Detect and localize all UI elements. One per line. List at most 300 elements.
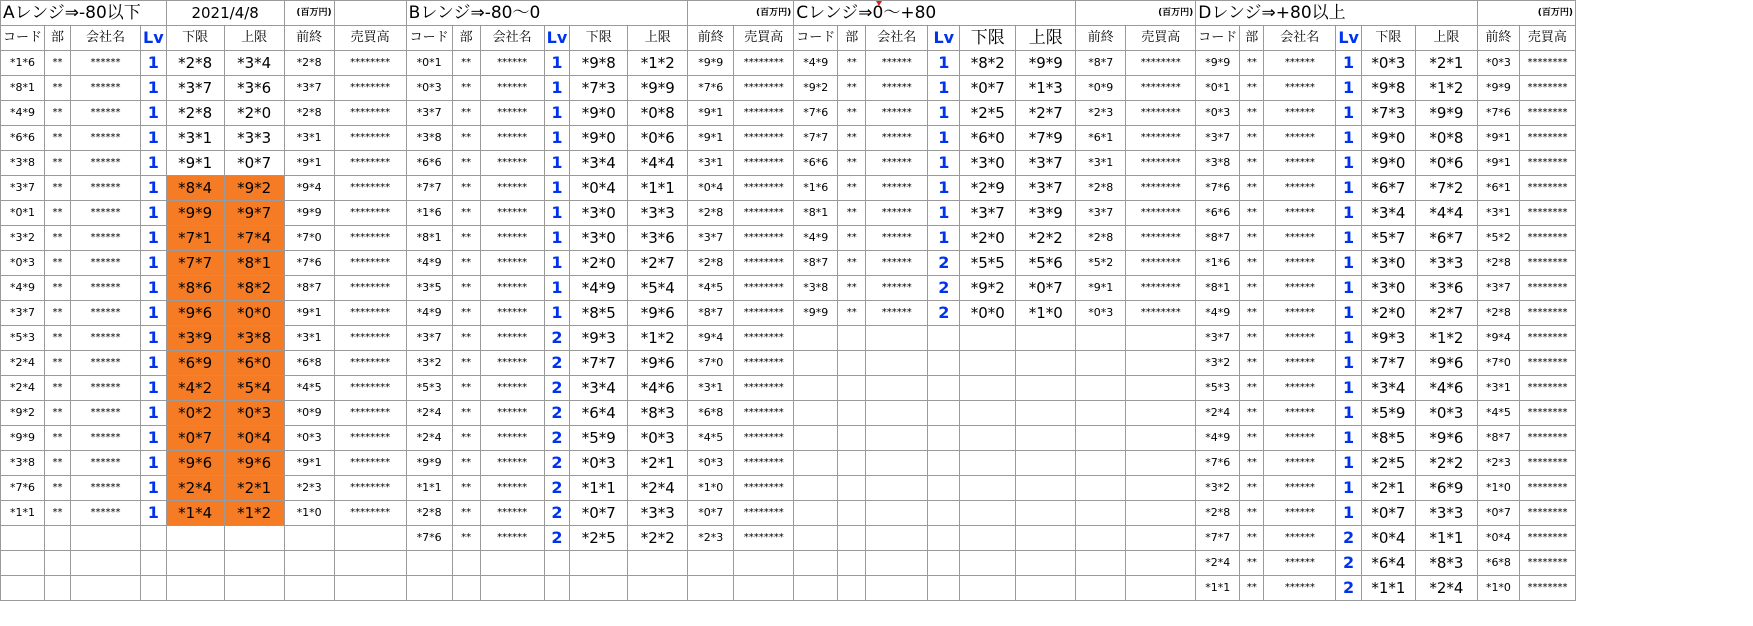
cell-lv[interactable]: 2 (1336, 526, 1362, 551)
cell-code[interactable]: *4*9 (406, 301, 452, 326)
cell-prev[interactable]: *3*1 (1477, 376, 1519, 401)
empty-cell[interactable] (960, 451, 1016, 476)
cell-volume[interactable]: ******** (334, 326, 406, 351)
cell-upper[interactable]: *1*1 (1415, 526, 1477, 551)
empty-cell[interactable] (838, 401, 866, 426)
cell-lower[interactable]: *2*0 (570, 251, 628, 276)
cell-lower[interactable]: *2*1 (1361, 476, 1415, 501)
cell-prev[interactable]: *7*6 (1477, 101, 1519, 126)
cell-lower[interactable]: *8*2 (960, 51, 1016, 76)
cell-company[interactable]: ****** (480, 126, 544, 151)
cell-lv[interactable]: 1 (1336, 251, 1362, 276)
cell-lv[interactable]: 1 (141, 451, 167, 476)
cell-code[interactable]: *9*9 (794, 301, 838, 326)
cell-code[interactable]: *9*2 (1, 401, 45, 426)
cell-prev[interactable]: *6*8 (284, 351, 334, 376)
cell-prev[interactable]: *3*1 (688, 151, 734, 176)
cell-prev[interactable]: *9*1 (688, 101, 734, 126)
empty-cell[interactable] (1016, 401, 1076, 426)
empty-cell[interactable] (928, 501, 960, 526)
cell-prev[interactable]: *4*5 (688, 426, 734, 451)
cell-dept[interactable]: ** (452, 501, 480, 526)
cell-lv[interactable]: 1 (1336, 226, 1362, 251)
cell-prev[interactable]: *9*9 (284, 201, 334, 226)
empty-cell[interactable] (334, 576, 406, 601)
empty-cell[interactable] (794, 451, 838, 476)
cell-lower[interactable]: *8*6 (166, 276, 224, 301)
cell-lv[interactable]: 1 (141, 126, 167, 151)
cell-prev[interactable]: *9*4 (688, 326, 734, 351)
cell-lv[interactable]: 1 (928, 126, 960, 151)
cell-upper[interactable]: *1*3 (1016, 76, 1076, 101)
cell-company[interactable]: ****** (480, 101, 544, 126)
cell-company[interactable]: ****** (71, 451, 141, 476)
cell-lv[interactable]: 1 (141, 426, 167, 451)
empty-cell[interactable] (166, 526, 224, 551)
cell-volume[interactable]: ******** (334, 251, 406, 276)
empty-cell[interactable] (866, 551, 928, 576)
cell-upper[interactable]: *6*0 (224, 351, 284, 376)
empty-cell[interactable] (1016, 526, 1076, 551)
cell-volume[interactable]: ******** (1126, 76, 1196, 101)
cell-lv[interactable]: 2 (544, 501, 570, 526)
empty-cell[interactable] (452, 576, 480, 601)
cell-company[interactable]: ****** (71, 251, 141, 276)
cell-upper[interactable]: *8*3 (1415, 551, 1477, 576)
cell-company[interactable]: ****** (71, 276, 141, 301)
empty-cell[interactable] (928, 326, 960, 351)
cell-lower[interactable]: *6*7 (1361, 176, 1415, 201)
cell-volume[interactable]: ******** (334, 201, 406, 226)
cell-company[interactable]: ****** (866, 251, 928, 276)
empty-cell[interactable] (1016, 351, 1076, 376)
cell-upper[interactable]: *2*0 (224, 101, 284, 126)
cell-code[interactable]: *2*4 (1, 376, 45, 401)
cell-volume[interactable]: ******** (1126, 201, 1196, 226)
cell-code[interactable]: *2*4 (406, 426, 452, 451)
cell-upper[interactable]: *2*1 (628, 451, 688, 476)
cell-lv[interactable]: 1 (1336, 501, 1362, 526)
cell-dept[interactable]: ** (452, 301, 480, 326)
cell-dept[interactable]: ** (1240, 351, 1264, 376)
cell-upper[interactable]: *4*6 (628, 376, 688, 401)
empty-cell[interactable] (1076, 551, 1126, 576)
cell-lower[interactable]: *6*9 (166, 351, 224, 376)
cell-dept[interactable]: ** (1240, 126, 1264, 151)
cell-code[interactable]: *0*3 (406, 76, 452, 101)
cell-code[interactable]: *4*9 (406, 251, 452, 276)
cell-volume[interactable]: ******** (1519, 76, 1575, 101)
cell-code[interactable]: *0*1 (1196, 76, 1240, 101)
cell-dept[interactable]: ** (838, 151, 866, 176)
cell-volume[interactable]: ******** (734, 101, 794, 126)
cell-company[interactable]: ****** (480, 526, 544, 551)
cell-volume[interactable]: ******** (334, 351, 406, 376)
cell-upper[interactable]: *6*7 (1415, 226, 1477, 251)
cell-dept[interactable]: ** (45, 201, 71, 226)
empty-cell[interactable] (928, 551, 960, 576)
cell-company[interactable]: ****** (1264, 501, 1336, 526)
cell-lower[interactable]: *5*9 (1361, 401, 1415, 426)
cell-code[interactable]: *7*6 (1, 476, 45, 501)
cell-volume[interactable]: ******** (734, 326, 794, 351)
empty-cell[interactable] (1016, 451, 1076, 476)
cell-company[interactable]: ****** (71, 201, 141, 226)
cell-code[interactable]: *0*3 (1196, 101, 1240, 126)
empty-cell[interactable] (928, 451, 960, 476)
cell-dept[interactable]: ** (1240, 376, 1264, 401)
cell-volume[interactable]: ******** (334, 101, 406, 126)
cell-lv[interactable]: 1 (141, 151, 167, 176)
cell-upper[interactable]: *9*6 (1415, 351, 1477, 376)
cell-lv[interactable]: 1 (544, 201, 570, 226)
cell-lv[interactable]: 2 (1336, 576, 1362, 601)
cell-company[interactable]: ****** (480, 501, 544, 526)
empty-cell[interactable] (866, 576, 928, 601)
cell-upper[interactable]: *3*6 (224, 76, 284, 101)
empty-cell[interactable] (284, 551, 334, 576)
empty-cell[interactable] (928, 351, 960, 376)
cell-code[interactable]: *3*8 (794, 276, 838, 301)
empty-cell[interactable] (866, 401, 928, 426)
cell-code[interactable]: *8*1 (1, 76, 45, 101)
cell-code[interactable]: *8*1 (1196, 276, 1240, 301)
cell-lv[interactable]: 1 (1336, 76, 1362, 101)
cell-upper[interactable]: *0*7 (224, 151, 284, 176)
cell-lv[interactable]: 1 (1336, 426, 1362, 451)
cell-lower[interactable]: *0*7 (1361, 501, 1415, 526)
cell-dept[interactable]: ** (452, 326, 480, 351)
cell-dept[interactable]: ** (45, 426, 71, 451)
cell-lv[interactable]: 1 (544, 76, 570, 101)
cell-code[interactable]: *0*1 (1, 201, 45, 226)
cell-upper[interactable]: *2*7 (1415, 301, 1477, 326)
cell-prev[interactable]: *5*2 (1477, 226, 1519, 251)
cell-lower[interactable]: *3*7 (166, 76, 224, 101)
cell-volume[interactable]: ******** (1519, 201, 1575, 226)
cell-lv[interactable]: 1 (1336, 126, 1362, 151)
cell-dept[interactable]: ** (45, 226, 71, 251)
empty-cell[interactable] (334, 1, 406, 26)
cell-code[interactable]: *7*7 (794, 126, 838, 151)
cell-lv[interactable]: 2 (544, 351, 570, 376)
cell-dept[interactable]: ** (45, 176, 71, 201)
cell-prev[interactable]: *9*1 (284, 301, 334, 326)
cell-company[interactable]: ****** (480, 176, 544, 201)
cell-dept[interactable]: ** (838, 76, 866, 101)
cell-dept[interactable]: ** (838, 251, 866, 276)
cell-volume[interactable]: ******** (1126, 276, 1196, 301)
cell-lower[interactable]: *3*9 (166, 326, 224, 351)
empty-cell[interactable] (406, 551, 452, 576)
empty-cell[interactable] (570, 551, 628, 576)
cell-dept[interactable]: ** (45, 301, 71, 326)
empty-cell[interactable] (960, 426, 1016, 451)
cell-lower[interactable]: *7*3 (570, 76, 628, 101)
cell-lower[interactable]: *3*0 (570, 201, 628, 226)
cell-prev[interactable]: *1*0 (284, 501, 334, 526)
empty-cell[interactable] (628, 551, 688, 576)
cell-volume[interactable]: ******** (734, 426, 794, 451)
cell-lower[interactable]: *3*1 (166, 126, 224, 151)
cell-volume[interactable]: ******** (1519, 476, 1575, 501)
cell-code[interactable]: *3*5 (406, 276, 452, 301)
cell-prev[interactable]: *0*3 (688, 451, 734, 476)
empty-cell[interactable] (838, 501, 866, 526)
cell-company[interactable]: ****** (480, 76, 544, 101)
cell-volume[interactable]: ******** (734, 201, 794, 226)
cell-lv[interactable]: 1 (1336, 101, 1362, 126)
cell-code[interactable]: *3*7 (406, 101, 452, 126)
cell-dept[interactable]: ** (1240, 176, 1264, 201)
empty-cell[interactable] (928, 576, 960, 601)
cell-lv[interactable]: 1 (141, 76, 167, 101)
cell-upper[interactable]: *3*8 (224, 326, 284, 351)
cell-prev[interactable]: *2*3 (284, 476, 334, 501)
cell-volume[interactable]: ******** (1519, 351, 1575, 376)
cell-lv[interactable]: 1 (544, 301, 570, 326)
cell-company[interactable]: ****** (480, 251, 544, 276)
cell-dept[interactable]: ** (1240, 251, 1264, 276)
cell-code[interactable]: *8*7 (1196, 226, 1240, 251)
cell-company[interactable]: ****** (1264, 551, 1336, 576)
cell-dept[interactable]: ** (1240, 451, 1264, 476)
cell-volume[interactable]: ******** (334, 126, 406, 151)
empty-cell[interactable] (71, 551, 141, 576)
cell-upper[interactable]: *8*2 (224, 276, 284, 301)
cell-volume[interactable]: ******** (1126, 126, 1196, 151)
cell-lower[interactable]: *0*7 (570, 501, 628, 526)
cell-prev[interactable]: *2*8 (1076, 226, 1126, 251)
cell-lv[interactable]: 1 (544, 101, 570, 126)
cell-code[interactable]: *4*9 (1, 276, 45, 301)
empty-cell[interactable] (166, 551, 224, 576)
cell-company[interactable]: ****** (866, 101, 928, 126)
cell-code[interactable]: *3*2 (1196, 476, 1240, 501)
cell-volume[interactable]: ******** (734, 176, 794, 201)
cell-volume[interactable]: ******** (334, 276, 406, 301)
cell-company[interactable]: ****** (71, 176, 141, 201)
cell-lower[interactable]: *3*0 (570, 226, 628, 251)
cell-code[interactable]: *4*9 (794, 51, 838, 76)
empty-cell[interactable] (1076, 476, 1126, 501)
cell-code[interactable]: *9*9 (406, 451, 452, 476)
cell-lv[interactable]: 2 (544, 451, 570, 476)
cell-lower[interactable]: *5*5 (960, 251, 1016, 276)
empty-cell[interactable] (928, 426, 960, 451)
cell-company[interactable]: ****** (480, 326, 544, 351)
cell-lower[interactable]: *5*9 (570, 426, 628, 451)
empty-cell[interactable] (1016, 576, 1076, 601)
cell-lower[interactable]: *0*2 (166, 401, 224, 426)
cell-prev[interactable]: *2*3 (1076, 101, 1126, 126)
empty-cell[interactable] (1076, 576, 1126, 601)
cell-code[interactable]: *1*6 (794, 176, 838, 201)
cell-volume[interactable]: ******** (334, 301, 406, 326)
cell-lv[interactable]: 1 (1336, 401, 1362, 426)
empty-cell[interactable] (794, 326, 838, 351)
cell-upper[interactable]: *5*4 (628, 276, 688, 301)
cell-lower[interactable]: *1*1 (570, 476, 628, 501)
cell-prev[interactable]: *7*0 (284, 226, 334, 251)
cell-volume[interactable]: ******** (1519, 101, 1575, 126)
cell-upper[interactable]: *0*3 (628, 426, 688, 451)
cell-lv[interactable]: 1 (544, 176, 570, 201)
empty-cell[interactable] (1016, 551, 1076, 576)
empty-cell[interactable] (838, 576, 866, 601)
cell-prev[interactable]: *7*6 (284, 251, 334, 276)
empty-cell[interactable] (960, 326, 1016, 351)
cell-volume[interactable]: ******** (1126, 176, 1196, 201)
cell-prev[interactable]: *0*9 (284, 401, 334, 426)
cell-code[interactable]: *2*4 (1196, 551, 1240, 576)
empty-cell[interactable] (1126, 326, 1196, 351)
cell-volume[interactable]: ******** (1519, 126, 1575, 151)
cell-volume[interactable]: ******** (334, 226, 406, 251)
cell-prev[interactable]: *8*7 (688, 301, 734, 326)
cell-dept[interactable]: ** (1240, 51, 1264, 76)
empty-cell[interactable] (794, 501, 838, 526)
empty-cell[interactable] (480, 576, 544, 601)
cell-lower[interactable]: *9*0 (570, 126, 628, 151)
empty-cell[interactable] (838, 376, 866, 401)
cell-prev[interactable]: *9*1 (1477, 126, 1519, 151)
cell-prev[interactable]: *2*8 (1477, 251, 1519, 276)
cell-volume[interactable]: ******** (334, 401, 406, 426)
cell-code[interactable]: *3*8 (406, 126, 452, 151)
cell-company[interactable]: ****** (1264, 476, 1336, 501)
cell-dept[interactable]: ** (1240, 501, 1264, 526)
cell-prev[interactable]: *3*1 (284, 326, 334, 351)
empty-cell[interactable] (570, 576, 628, 601)
cell-upper[interactable]: *3*3 (628, 501, 688, 526)
cell-company[interactable]: ****** (71, 501, 141, 526)
cell-code[interactable]: *6*6 (1, 126, 45, 151)
cell-company[interactable]: ****** (1264, 526, 1336, 551)
cell-lv[interactable]: 1 (928, 226, 960, 251)
cell-company[interactable]: ****** (71, 401, 141, 426)
cell-lv[interactable]: 1 (141, 226, 167, 251)
empty-cell[interactable] (1016, 501, 1076, 526)
cell-code[interactable]: *4*9 (1196, 426, 1240, 451)
cell-volume[interactable]: ******** (1519, 451, 1575, 476)
cell-upper[interactable]: *3*3 (628, 201, 688, 226)
cell-lower[interactable]: *6*4 (570, 401, 628, 426)
cell-company[interactable]: ****** (71, 326, 141, 351)
empty-cell[interactable] (866, 376, 928, 401)
cell-lv[interactable]: 2 (544, 476, 570, 501)
cell-code[interactable]: *8*7 (794, 251, 838, 276)
cell-prev[interactable]: *4*5 (1477, 401, 1519, 426)
cell-upper[interactable]: *3*3 (1415, 251, 1477, 276)
cell-code[interactable]: *4*9 (1196, 301, 1240, 326)
cell-prev[interactable]: *0*7 (1477, 501, 1519, 526)
cell-upper[interactable]: *0*8 (1415, 126, 1477, 151)
cell-dept[interactable]: ** (452, 101, 480, 126)
cell-volume[interactable]: ******** (334, 426, 406, 451)
cell-code[interactable]: *7*6 (794, 101, 838, 126)
empty-cell[interactable] (794, 551, 838, 576)
cell-code[interactable]: *3*8 (1, 151, 45, 176)
cell-company[interactable]: ****** (71, 151, 141, 176)
empty-cell[interactable] (1, 526, 45, 551)
cell-volume[interactable]: ******** (734, 526, 794, 551)
empty-cell[interactable] (141, 551, 167, 576)
cell-prev[interactable]: *9*1 (284, 451, 334, 476)
cell-lower[interactable]: *0*7 (166, 426, 224, 451)
cell-upper[interactable]: *9*9 (628, 76, 688, 101)
empty-cell[interactable] (1016, 376, 1076, 401)
cell-lv[interactable]: 1 (928, 76, 960, 101)
cell-prev[interactable]: *6*1 (1477, 176, 1519, 201)
cell-dept[interactable]: ** (1240, 476, 1264, 501)
cell-volume[interactable]: ******** (334, 501, 406, 526)
cell-company[interactable]: ****** (71, 226, 141, 251)
cell-dept[interactable]: ** (452, 251, 480, 276)
cell-lv[interactable]: 1 (544, 251, 570, 276)
cell-lower[interactable]: *2*8 (166, 51, 224, 76)
empty-cell[interactable] (794, 401, 838, 426)
cell-code[interactable]: *2*8 (1196, 501, 1240, 526)
cell-upper[interactable]: *0*6 (1415, 151, 1477, 176)
cell-company[interactable]: ****** (1264, 576, 1336, 601)
cell-dept[interactable]: ** (1240, 276, 1264, 301)
cell-dept[interactable]: ** (45, 101, 71, 126)
cell-volume[interactable]: ******** (734, 51, 794, 76)
cell-company[interactable]: ****** (1264, 326, 1336, 351)
cell-dept[interactable]: ** (838, 126, 866, 151)
cell-company[interactable]: ****** (1264, 451, 1336, 476)
empty-cell[interactable] (141, 576, 167, 601)
cell-code[interactable]: *7*6 (1196, 451, 1240, 476)
cell-volume[interactable]: ******** (1126, 226, 1196, 251)
cell-lv[interactable]: 1 (141, 101, 167, 126)
cell-company[interactable]: ****** (1264, 176, 1336, 201)
cell-lower[interactable]: *0*4 (1361, 526, 1415, 551)
cell-upper[interactable]: *9*6 (628, 351, 688, 376)
cell-code[interactable]: *9*9 (1196, 51, 1240, 76)
empty-cell[interactable] (928, 376, 960, 401)
cell-code[interactable]: *6*6 (406, 151, 452, 176)
cell-prev[interactable]: *3*7 (688, 226, 734, 251)
cell-lower[interactable]: *6*4 (1361, 551, 1415, 576)
cell-dept[interactable]: ** (452, 226, 480, 251)
cell-volume[interactable]: ******** (1519, 276, 1575, 301)
cell-code[interactable]: *8*1 (406, 226, 452, 251)
empty-cell[interactable] (1126, 401, 1196, 426)
cell-volume[interactable]: ******** (1519, 551, 1575, 576)
cell-code[interactable]: *3*2 (1196, 351, 1240, 376)
cell-volume[interactable]: ******** (334, 76, 406, 101)
cell-company[interactable]: ****** (1264, 151, 1336, 176)
cell-code[interactable]: *3*7 (1, 301, 45, 326)
cell-code[interactable]: *3*7 (1, 176, 45, 201)
empty-cell[interactable] (71, 576, 141, 601)
cell-company[interactable]: ****** (71, 301, 141, 326)
empty-cell[interactable] (838, 351, 866, 376)
cell-dept[interactable]: ** (1240, 151, 1264, 176)
cell-dept[interactable]: ** (1240, 426, 1264, 451)
cell-upper[interactable]: *2*4 (1415, 576, 1477, 601)
cell-company[interactable]: ****** (866, 51, 928, 76)
cell-lv[interactable]: 2 (928, 251, 960, 276)
cell-lower[interactable]: *7*7 (1361, 351, 1415, 376)
empty-cell[interactable] (838, 526, 866, 551)
empty-cell[interactable] (866, 326, 928, 351)
cell-code[interactable]: *3*2 (1, 226, 45, 251)
cell-dept[interactable]: ** (45, 351, 71, 376)
cell-code[interactable]: *1*1 (1196, 576, 1240, 601)
